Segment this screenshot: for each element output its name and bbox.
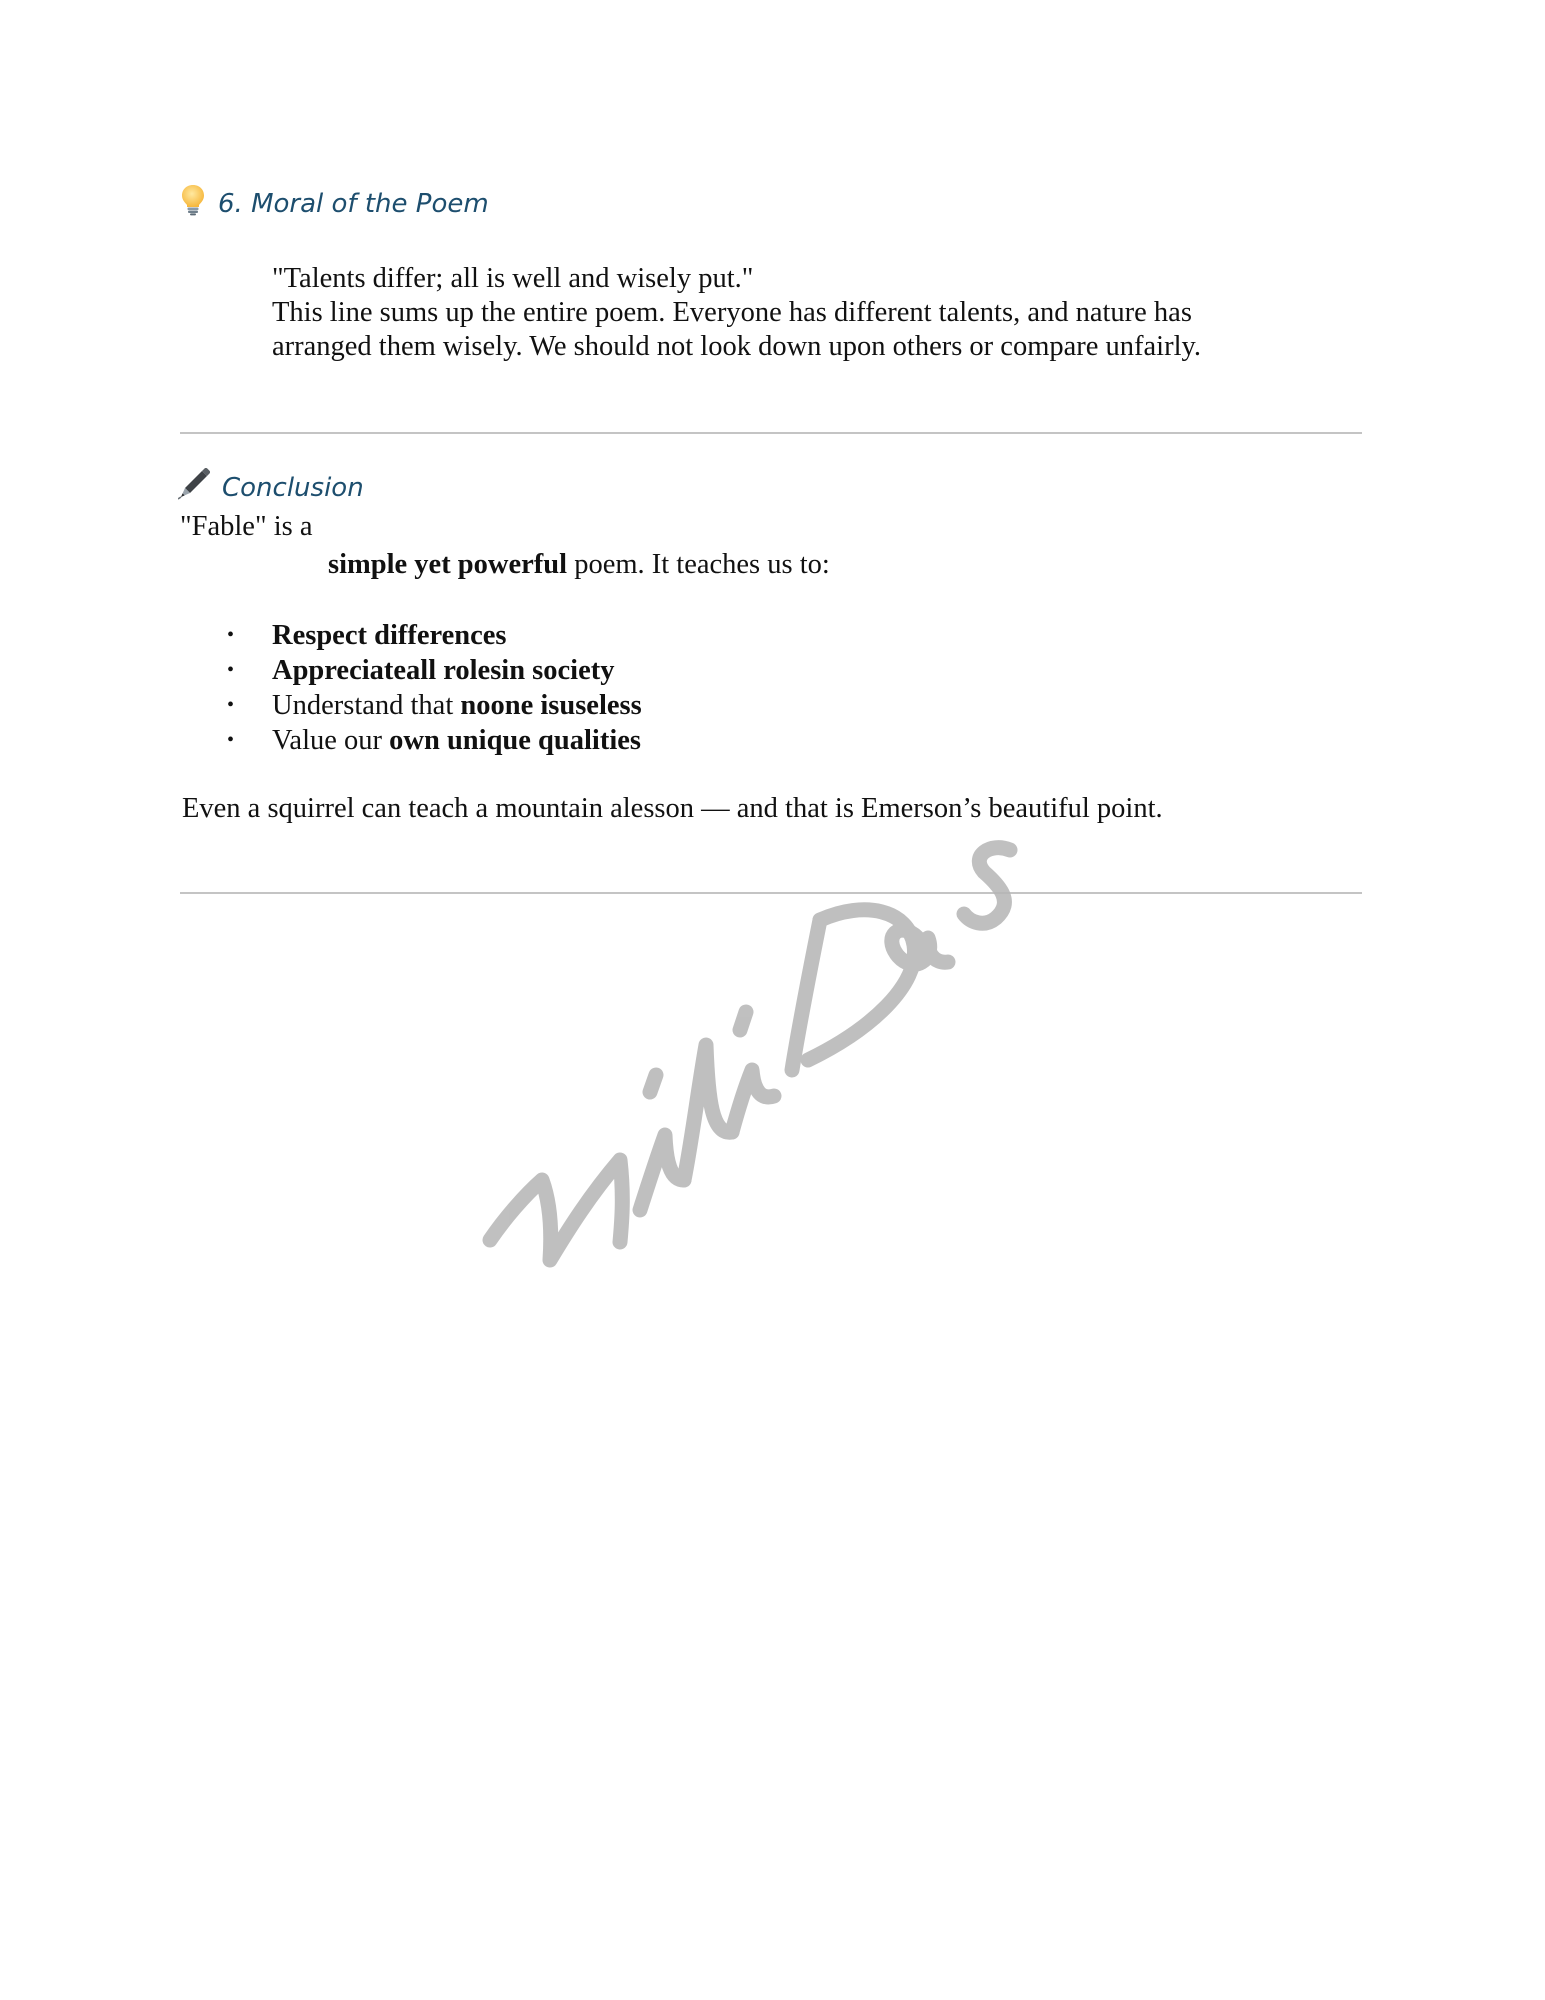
moral-quote: "Talents differ; all is well and wisely put."	[272, 263, 754, 294]
bullet-icon: •	[227, 729, 235, 751]
section-divider	[180, 892, 1362, 894]
conclusion-intro-rest: poem. It teaches us to:	[567, 549, 830, 580]
list-item	[220, 723, 642, 758]
bullet-text: Understand that	[272, 690, 461, 721]
signature-watermark	[470, 740, 1090, 1340]
moral-heading	[180, 184, 489, 223]
bullet-text: Value our	[272, 725, 390, 756]
bullet-icon: •	[227, 624, 235, 646]
list-item	[220, 653, 642, 688]
conclusion-intro-continued	[328, 548, 830, 582]
bullet-bold: own unique qualities	[389, 725, 641, 756]
conclusion-emphasis: simple yet powerful	[328, 549, 568, 580]
conclusion-heading-text: Conclusion	[222, 472, 364, 503]
conclusion-final-line: Even a squirrel can teach a mountain alesson — and that is Emerson’s beautiful point.	[182, 793, 1163, 824]
moral-quote-block	[272, 262, 1362, 364]
moral-explanation-line-1: This line sums up the entire poem. Everyone has different talents, and nature has	[272, 297, 1192, 328]
conclusion-bullet-list	[220, 618, 642, 758]
bullet-bold: Respect differences	[272, 620, 507, 651]
moral-explanation-line-2: arranged them wisely. We should not look down upon others or compare unfairly.	[272, 331, 1202, 362]
bullet-bold: Appreciateall rolesin society	[272, 655, 615, 686]
bullet-bold: noone isuseless	[460, 690, 642, 721]
list-item	[220, 618, 642, 653]
lightbulb-icon	[180, 184, 206, 223]
section-divider	[180, 432, 1362, 434]
conclusion-heading	[178, 468, 364, 507]
bullet-icon: •	[227, 659, 235, 681]
bullet-icon: •	[227, 694, 235, 716]
conclusion-intro: "Fable" is a	[180, 511, 313, 542]
moral-heading-text: 6. Moral of the Poem	[218, 188, 489, 219]
list-item	[220, 688, 642, 723]
pencil-icon	[178, 468, 210, 507]
